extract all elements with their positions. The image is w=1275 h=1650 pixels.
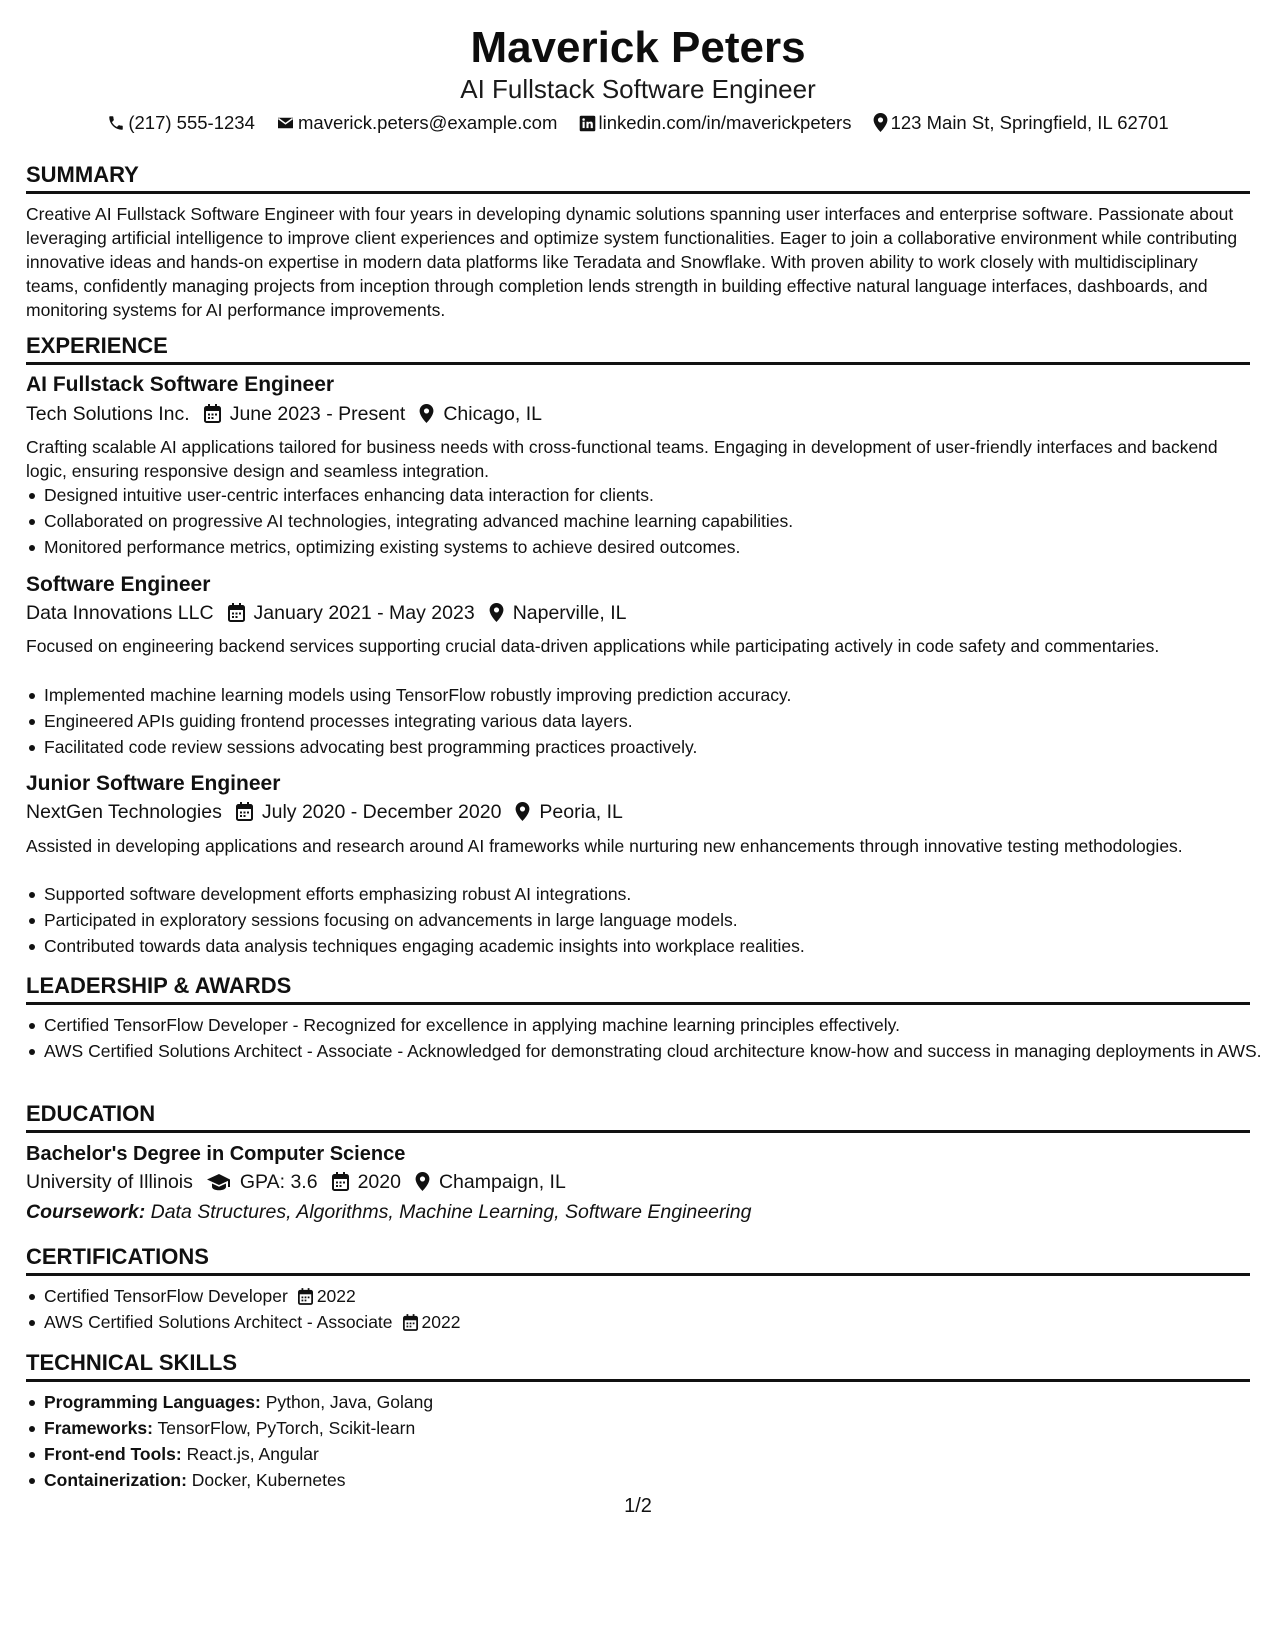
job-description: Focused on engineering backend services supporting crucial data-driven applications while participating actively in code safety and commentaries. bbox=[26, 636, 1160, 656]
address-text: 123 Main St, Springfield, IL 62701 bbox=[890, 112, 1169, 133]
list-item: Monitored performance metrics, optimizing existing systems to achieve desired outcomes. bbox=[44, 535, 1268, 559]
map-pin-icon bbox=[415, 1172, 430, 1191]
list-item: Contributed towards data analysis techniques engaging academic insights into workplace realities. bbox=[44, 934, 1268, 958]
graduation-year: 2020 bbox=[357, 1171, 401, 1193]
graduation-cap-icon bbox=[207, 1173, 231, 1191]
list-item: Engineered APIs guiding frontend processes integrating various data layers. bbox=[44, 709, 1268, 733]
list-item bbox=[44, 1310, 1268, 1334]
skill-label: Front-end Tools: bbox=[44, 1444, 182, 1464]
job-meta bbox=[26, 599, 627, 627]
contact-phone bbox=[107, 110, 255, 136]
skill-label: Containerization: bbox=[44, 1470, 187, 1490]
cert-year: 2022 bbox=[316, 1286, 356, 1306]
coursework-label: Coursework: bbox=[26, 1201, 146, 1223]
job-company: Data Innovations LLC bbox=[26, 602, 214, 624]
job-location: Peoria, IL bbox=[539, 801, 623, 823]
calendar-icon bbox=[228, 603, 245, 622]
experience-heading: EXPERIENCE bbox=[26, 332, 1250, 365]
job-company: NextGen Technologies bbox=[26, 801, 222, 823]
calendar-icon bbox=[298, 1288, 313, 1305]
job-company: Tech Solutions Inc. bbox=[26, 403, 190, 425]
linkedin-icon bbox=[579, 115, 596, 132]
cert-year: 2022 bbox=[421, 1312, 461, 1332]
list-item bbox=[44, 1468, 1268, 1492]
job-title: Software Engineer bbox=[26, 573, 211, 596]
job-description: Crafting scalable AI applications tailored for business needs with cross-functional teams. Engaging in development of user-friendly interfaces and backend logic, ensuring responsive design and seamless integration. bbox=[26, 437, 1218, 481]
map-pin-icon bbox=[873, 113, 888, 132]
certifications-list bbox=[26, 1284, 1268, 1336]
skill-value: Docker, Kubernetes bbox=[191, 1470, 346, 1490]
certifications-heading: CERTIFICATIONS bbox=[26, 1243, 1250, 1276]
contact-address bbox=[873, 110, 1169, 136]
candidate-title: AI Fullstack Software Engineer bbox=[460, 74, 816, 104]
list-item: Designed intuitive user-centric interfaces enhancing data interaction for clients. bbox=[44, 483, 1268, 507]
email-text: maverick.peters@example.com bbox=[298, 112, 558, 133]
job-dates: June 2023 - Present bbox=[229, 403, 406, 425]
education-heading: EDUCATION bbox=[26, 1100, 1250, 1133]
skill-value: React.js, Angular bbox=[186, 1444, 319, 1464]
summary-heading: SUMMARY bbox=[26, 161, 1250, 194]
gpa-text: GPA: 3.6 bbox=[239, 1171, 318, 1193]
calendar-icon bbox=[204, 404, 221, 423]
skills-heading: TECHNICAL SKILLS bbox=[26, 1349, 1250, 1382]
job-title: Junior Software Engineer bbox=[26, 772, 281, 795]
list-item: Participated in exploratory sessions focusing on advancements in large language models. bbox=[44, 908, 1268, 932]
phone-text: (217) 555-1234 bbox=[128, 112, 255, 133]
candidate-name: Maverick Peters bbox=[470, 23, 806, 72]
cert-name: AWS Certified Solutions Architect - Associate bbox=[44, 1312, 393, 1332]
job-meta bbox=[26, 400, 542, 428]
education-meta bbox=[26, 1168, 566, 1196]
job-meta bbox=[26, 798, 623, 826]
job-dates: July 2020 - December 2020 bbox=[261, 801, 502, 823]
calendar-icon bbox=[403, 1314, 418, 1331]
list-item: Supported software development efforts emphasizing robust AI integrations. bbox=[44, 882, 1268, 906]
job-dates: January 2021 - May 2023 bbox=[253, 602, 475, 624]
leadership-heading: LEADERSHIP & AWARDS bbox=[26, 972, 1250, 1005]
job-location: Chicago, IL bbox=[443, 403, 542, 425]
skill-value: Python, Java, Golang bbox=[265, 1392, 434, 1412]
skill-value: TensorFlow, PyTorch, Scikit-learn bbox=[157, 1418, 416, 1438]
skill-label: Frameworks: bbox=[44, 1418, 153, 1438]
job-title: AI Fullstack Software Engineer bbox=[26, 373, 335, 396]
list-item: AWS Certified Solutions Architect - Associate - Acknowledged for demonstrating cloud architecture know-how and success in managing deployments in AWS. bbox=[44, 1039, 1268, 1063]
page-number: 1/2 bbox=[624, 1495, 652, 1517]
list-item bbox=[44, 1416, 1268, 1440]
list-item bbox=[44, 1390, 1268, 1414]
coursework-text: Data Structures, Algorithms, Machine Learning, Software Engineering bbox=[150, 1201, 752, 1223]
contact-email[interactable] bbox=[276, 110, 557, 136]
contact-bar bbox=[26, 110, 1250, 136]
list-item: Implemented machine learning models using TensorFlow robustly improving prediction accuracy. bbox=[44, 683, 1268, 707]
cert-name: Certified TensorFlow Developer bbox=[44, 1286, 288, 1306]
job-description: Assisted in developing applications and research around AI frameworks while nurturing new enhancements through innovative testing methodologies. bbox=[26, 836, 1183, 856]
map-pin-icon bbox=[419, 404, 434, 423]
job-bullets bbox=[26, 683, 1268, 761]
phone-icon bbox=[107, 114, 125, 132]
job-location: Naperville, IL bbox=[512, 602, 627, 624]
school-location: Champaign, IL bbox=[438, 1171, 566, 1193]
linkedin-text: linkedin.com/in/maverickpeters bbox=[598, 112, 852, 133]
school-name: University of Illinois bbox=[26, 1171, 193, 1193]
resume-page bbox=[26, 0, 1262, 1650]
contact-linkedin[interactable] bbox=[579, 110, 852, 136]
calendar-icon bbox=[332, 1172, 349, 1191]
job-bullets bbox=[26, 483, 1268, 561]
list-item: Collaborated on progressive AI technologies, integrating advanced machine learning capabilities. bbox=[44, 509, 1268, 533]
map-pin-icon bbox=[515, 802, 530, 821]
summary-text: Creative AI Fullstack Software Engineer with four years in developing dynamic solutions spanning user interfaces and enterprise software. Passionate about leveraging artificial intelligence to improve client experiences and optimize system functionalities. Eager to join a collaborative environment while contributing innovative ideas and hands-on expertise in modern data platforms like Teradata and Snowflake. With proven ability to work closely with multidisciplinary teams, confidently managing projects from inception through completion lends strength in building effective natural language interfaces, dashboards, and monitoring systems for AI performance improvements. bbox=[26, 204, 1238, 320]
leadership-list bbox=[26, 1013, 1268, 1065]
list-item bbox=[44, 1284, 1268, 1308]
calendar-icon bbox=[236, 802, 253, 821]
envelope-icon bbox=[276, 114, 295, 132]
list-item bbox=[44, 1442, 1268, 1466]
degree-title: Bachelor's Degree in Computer Science bbox=[26, 1143, 406, 1165]
skills-list bbox=[26, 1390, 1268, 1494]
map-pin-icon bbox=[489, 603, 504, 622]
list-item: Certified TensorFlow Developer - Recognized for excellence in applying machine learning principles effectively. bbox=[44, 1013, 1268, 1037]
job-bullets bbox=[26, 882, 1268, 960]
coursework bbox=[26, 1198, 751, 1226]
skill-label: Programming Languages: bbox=[44, 1392, 261, 1412]
list-item: Facilitated code review sessions advocating best programming practices proactively. bbox=[44, 735, 1268, 759]
